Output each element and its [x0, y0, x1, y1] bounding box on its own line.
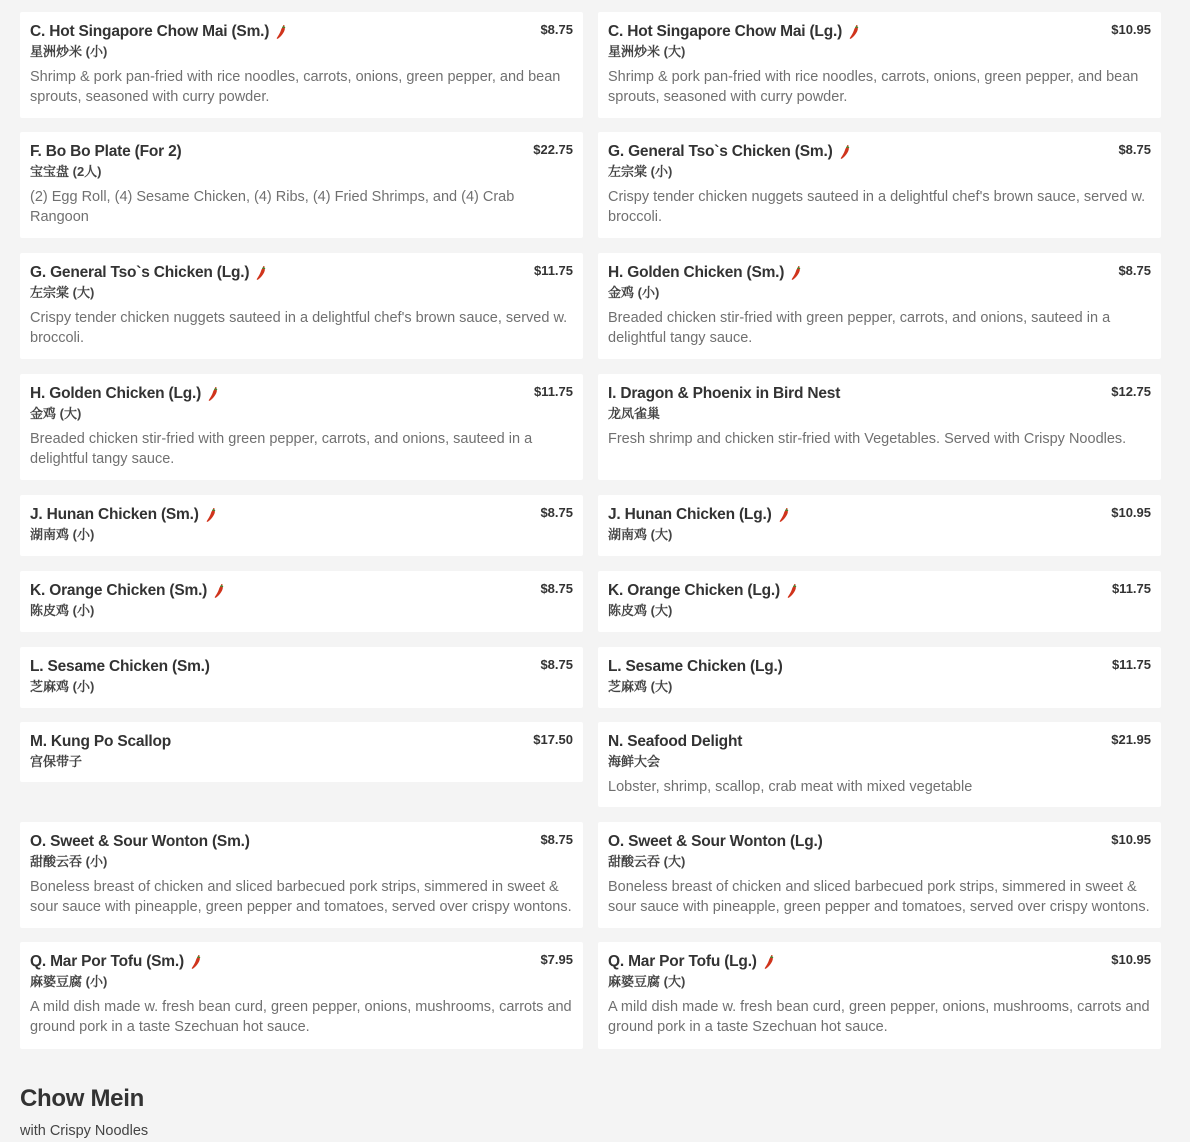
menu-item-chinese-name: 宫保带子 [30, 754, 83, 769]
menu-item-card[interactable] [20, 571, 583, 632]
menu-item-header [30, 732, 573, 752]
menu-item-title-wrap [30, 952, 202, 972]
menu-item-price: $8.75 [1118, 142, 1151, 157]
menu-item-title-wrap [30, 732, 171, 752]
menu-item-price: $8.75 [540, 832, 573, 847]
menu-item-description: A mild dish made w. fresh bean curd, green pepper, onions, mushrooms, carrots and ground pork in a taste Szechuan hot sauce. [608, 999, 1150, 1035]
menu-item-card[interactable] [598, 132, 1161, 238]
menu-item-card[interactable] [598, 253, 1161, 359]
menu-item-card[interactable] [20, 822, 583, 928]
chili-pepper-icon [763, 954, 775, 970]
menu-item-card[interactable] [20, 12, 583, 118]
menu-item-title-wrap [30, 142, 181, 162]
menu-item-chinese-name: 左宗棠 (大) [30, 285, 95, 300]
menu-item-header [30, 505, 573, 525]
menu-item-description: A mild dish made w. fresh bean curd, green pepper, onions, mushrooms, carrots and ground pork in a taste Szechuan hot sauce. [30, 999, 572, 1035]
menu-item-title: H. Golden Chicken (Lg.) [30, 385, 202, 402]
menu-item-price: $7.95 [540, 952, 573, 967]
menu-item-header [608, 952, 1151, 972]
menu-item-title-wrap [608, 384, 840, 404]
menu-item-header [608, 384, 1151, 404]
menu-item-title: F. Bo Bo Plate (For 2) [30, 143, 182, 160]
menu-item-price: $10.95 [1111, 22, 1151, 37]
menu-item-title-wrap [608, 581, 798, 601]
menu-item-title: Q. Mar Por Tofu (Lg.) [608, 953, 757, 970]
menu-item-header [30, 581, 573, 601]
menu-item-header [608, 581, 1151, 601]
chili-pepper-icon [190, 954, 202, 970]
menu-item-description: Shrimp & pork pan-fried with rice noodles, carrots, onions, green pepper, and bean sprouts, seasoned with curry powder. [608, 69, 1139, 105]
section-title: Chow Mein [20, 1085, 144, 1112]
menu-item-chinese-name: 麻婆豆腐 (小) [30, 974, 108, 989]
menu-item-chinese-name: 芝麻鸡 (大) [608, 679, 673, 694]
menu-item-price: $8.75 [540, 22, 573, 37]
chili-pepper-icon [778, 507, 790, 523]
menu-item-chinese-name: 湖南鸡 (大) [608, 527, 673, 542]
menu-item-chinese-name: 海鲜大会 [608, 754, 661, 769]
menu-item-price: $21.95 [1111, 732, 1151, 747]
menu-item-description: Boneless breast of chicken and sliced barbecued pork strips, simmered in sweet & sour sauce with pineapple, green pepper and tomatoes, served over crispy wontons. [30, 879, 572, 915]
menu-item-card[interactable] [598, 571, 1161, 632]
section-subtitle: with Crispy Noodles [20, 1123, 149, 1139]
menu-item-title-wrap [608, 22, 860, 42]
menu-item-card[interactable] [598, 495, 1161, 556]
menu-item-price: $11.75 [533, 263, 573, 278]
menu-item-header [608, 142, 1151, 162]
menu-item-title-wrap [608, 263, 802, 283]
menu-item-title: G. General Tso`s Chicken (Sm.) [608, 143, 833, 160]
menu-item-title-wrap [30, 263, 267, 283]
menu-item-chinese-name: 甜酸云吞 (大) [608, 854, 686, 869]
menu-item-header [608, 657, 1151, 677]
menu-item-chinese-name: 麻婆豆腐 (大) [608, 974, 686, 989]
menu-item-chinese-name: 湖南鸡 (小) [30, 527, 95, 542]
menu-item-card[interactable] [598, 722, 1161, 807]
menu-item-description: Crispy tender chicken nuggets sauteed in a delightful chef's brown sauce, served w. broccoli. [608, 189, 1146, 225]
menu-item-price: $17.50 [533, 732, 573, 747]
menu-item-description: Shrimp & pork pan-fried with rice noodles, carrots, onions, green pepper, and bean sprouts, seasoned with curry powder. [30, 69, 561, 105]
menu-item-chinese-name: 陈皮鸡 (大) [608, 603, 673, 618]
menu-item-description: Lobster, shrimp, scallop, crab meat with mixed vegetable [608, 779, 973, 795]
menu-item-title: G. General Tso`s Chicken (Lg.) [30, 264, 250, 281]
menu-item-chinese-name: 星洲炒米 (小) [30, 44, 108, 59]
menu-item-header [30, 22, 573, 42]
menu-item-description: Crispy tender chicken nuggets sauteed in a delightful chef's brown sauce, served w. broccoli. [30, 310, 568, 346]
chili-pepper-icon [786, 583, 798, 599]
menu-item-title: K. Orange Chicken (Lg.) [608, 582, 780, 599]
menu-item-chinese-name: 星洲炒米 (大) [608, 44, 686, 59]
menu-item-price: $10.95 [1111, 505, 1151, 520]
menu-item-header [30, 142, 573, 162]
menu-item-chinese-name: 金鸡 (大) [30, 406, 82, 421]
menu-item-chinese-name: 左宗棠 (小) [608, 164, 673, 179]
chili-pepper-icon [255, 265, 267, 281]
menu-item-title-wrap [608, 657, 783, 677]
chili-pepper-icon [275, 24, 287, 40]
menu-item-title: L. Sesame Chicken (Lg.) [608, 658, 783, 675]
menu-item-title: C. Hot Singapore Chow Mai (Lg.) [608, 23, 843, 40]
menu-item-title: H. Golden Chicken (Sm.) [608, 264, 785, 281]
menu-item-card[interactable] [598, 647, 1161, 708]
menu-item-price: $8.75 [540, 505, 573, 520]
menu-item-header [608, 263, 1151, 283]
menu-item-title: O. Sweet & Sour Wonton (Sm.) [30, 833, 250, 850]
menu-item-card[interactable] [20, 374, 583, 480]
menu-item-price: $12.75 [1111, 384, 1151, 399]
menu-item-header [608, 22, 1151, 42]
menu-item-title: N. Seafood Delight [608, 733, 743, 750]
menu-item-title: O. Sweet & Sour Wonton (Lg.) [608, 833, 823, 850]
chili-pepper-icon [213, 583, 225, 599]
chili-pepper-icon [839, 144, 851, 160]
menu-item-title: Q. Mar Por Tofu (Sm.) [30, 953, 184, 970]
menu-item-price: $11.75 [1111, 657, 1151, 672]
menu-item-card[interactable] [20, 495, 583, 556]
menu-item-title-wrap [30, 384, 219, 404]
menu-item-chinese-name: 金鸡 (小) [608, 285, 660, 300]
menu-item-chinese-name: 甜酸云吞 (小) [30, 854, 108, 869]
menu-item-title: C. Hot Singapore Chow Mai (Sm.) [30, 23, 270, 40]
menu-item-header [30, 657, 573, 677]
menu-item-price: $8.75 [540, 581, 573, 596]
chili-pepper-icon [848, 24, 860, 40]
menu-item-header [30, 832, 573, 852]
menu-item-title: L. Sesame Chicken (Sm.) [30, 658, 210, 675]
menu-item-price: $11.75 [1111, 581, 1151, 596]
menu-item-card[interactable] [598, 822, 1161, 928]
menu-item-description: Breaded chicken stir-fried with green pepper, carrots, and onions, sauteed in a delightful tangy sauce. [30, 431, 533, 467]
menu-item-price: $8.75 [1118, 263, 1151, 278]
menu-item-price: $10.95 [1111, 832, 1151, 847]
menu-item-title-wrap [30, 22, 287, 42]
menu-item-price: $22.75 [533, 142, 573, 157]
menu-item-chinese-name: 芝麻鸡 (小) [30, 679, 95, 694]
menu-item-price: $8.75 [540, 657, 573, 672]
menu-item-title-wrap [30, 657, 210, 677]
menu-item-card[interactable] [20, 647, 583, 708]
chili-pepper-icon [790, 265, 802, 281]
menu-item-card[interactable] [20, 722, 583, 782]
menu-item-price: $11.75 [533, 384, 573, 399]
chili-pepper-icon [205, 507, 217, 523]
menu-item-title-wrap [608, 142, 851, 162]
menu-item-title: M. Kung Po Scallop [30, 733, 172, 750]
menu-item-card[interactable] [598, 942, 1161, 1049]
menu-item-header [30, 263, 573, 283]
menu-item-card[interactable] [20, 132, 583, 238]
menu-item-card[interactable] [598, 374, 1161, 480]
menu-item-price: $10.95 [1111, 952, 1151, 967]
menu-item-header [608, 505, 1151, 525]
menu-item-header [608, 732, 1151, 752]
menu-item-description: Breaded chicken stir-fried with green pepper, carrots, and onions, sauteed in a delightful tangy sauce. [608, 310, 1111, 346]
menu-item-header [608, 832, 1151, 852]
menu-item-title-wrap [30, 505, 217, 525]
menu-item-header [30, 952, 573, 972]
menu-item-card[interactable] [598, 12, 1161, 118]
menu-item-description: Boneless breast of chicken and sliced barbecued pork strips, simmered in sweet & sour sauce with pineapple, green pepper and tomatoes, served over crispy wontons. [608, 879, 1150, 915]
menu-item-title-wrap [608, 832, 823, 852]
menu-item-title-wrap [608, 952, 775, 972]
menu-item-title-wrap [608, 505, 790, 525]
menu-item-description: (2) Egg Roll, (4) Sesame Chicken, (4) Ribs, (4) Fried Shrimps, and (4) Crab Rangoon [30, 189, 515, 225]
menu-item-card[interactable] [20, 253, 583, 359]
menu-item-title-wrap [30, 832, 250, 852]
menu-item-title: J. Hunan Chicken (Sm.) [30, 506, 199, 523]
menu-item-chinese-name: 龙凤雀巢 [608, 406, 661, 421]
menu-item-title-wrap [608, 732, 742, 752]
menu-item-card[interactable] [20, 942, 583, 1049]
menu-item-title: K. Orange Chicken (Sm.) [30, 582, 208, 599]
menu-item-chinese-name: 宝宝盘 (2人) [30, 164, 102, 179]
menu-item-header [30, 384, 573, 404]
menu-item-description: Fresh shrimp and chicken stir-fried with Vegetables. Served with Crispy Noodles. [608, 431, 1127, 447]
menu-item-chinese-name: 陈皮鸡 (小) [30, 603, 95, 618]
menu-item-title-wrap [30, 581, 225, 601]
menu-item-title: I. Dragon & Phoenix in Bird Nest [608, 385, 841, 402]
menu-item-title: J. Hunan Chicken (Lg.) [608, 506, 772, 523]
chili-pepper-icon [207, 386, 219, 402]
